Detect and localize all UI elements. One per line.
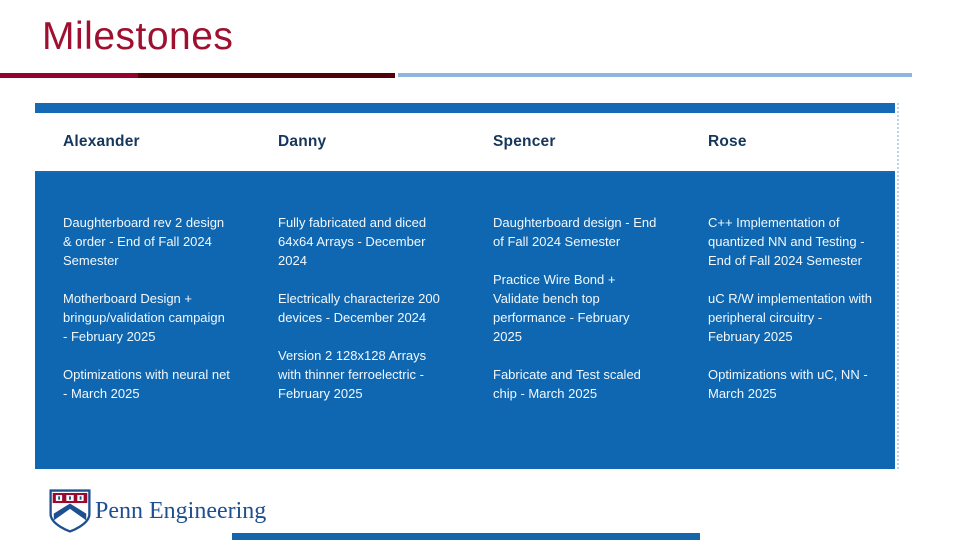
page-title: Milestones: [42, 15, 234, 58]
milestone-item: Practice Wire Bond + Validate bench top performance - February 2025: [493, 272, 630, 344]
table-body: [35, 173, 895, 469]
column-header-rose: Rose: [708, 133, 747, 150]
milestone-item: Daughterboard rev 2 design & order - End of Fall 2024 Semester: [63, 215, 225, 268]
milestone-item: Optimizations with uC, NN - March 2025: [708, 367, 868, 401]
milestone-item: Version 2 128x128 Arrays with thinner ferroelectric - February 2025: [278, 348, 427, 401]
milestone-item: Motherboard Design + bringup/validation campaign - February 2025: [63, 291, 225, 344]
table-header-row: [35, 113, 895, 171]
milestone-item: Fully fabricated and diced 64x64 Arrays - December 2024: [278, 215, 427, 268]
title-divider-crimson-segment: [0, 73, 138, 78]
penn-engineering-logo: [49, 489, 266, 533]
column-rose: [680, 213, 895, 469]
column-alexander: [35, 213, 250, 469]
milestone-item: Optimizations with neural net - March 2025: [63, 367, 230, 401]
column-danny: [250, 213, 465, 469]
milestone-item: Fabricate and Test scaled chip - March 2025: [493, 367, 641, 401]
milestone-item: Electrically characterize 200 devices - December 2024: [278, 291, 440, 325]
penn-shield-icon: [49, 489, 91, 533]
milestone-item: C++ Implementation of quantized NN and Testing - End of Fall 2024 Semester: [708, 215, 865, 268]
placeholder-guide-line: [897, 103, 899, 469]
column-header-alexander: Alexander: [63, 133, 140, 150]
milestone-item: Daughterboard design - End of Fall 2024 Semester: [493, 215, 657, 249]
column-header-spencer: Spencer: [493, 133, 556, 150]
title-divider-blue-segment: [398, 73, 912, 77]
column-spencer: [465, 213, 680, 469]
table-top-bar: [35, 103, 895, 113]
title-divider-maroon-segment: [138, 73, 395, 78]
milestones-table: [35, 103, 895, 469]
milestone-item: uC R/W implementation with peripheral circuitry - February 2025: [708, 291, 872, 344]
column-header-danny: Danny: [278, 133, 327, 150]
logo-text: Penn Engineering: [95, 497, 267, 524]
bottom-accent-bar: [232, 533, 700, 540]
